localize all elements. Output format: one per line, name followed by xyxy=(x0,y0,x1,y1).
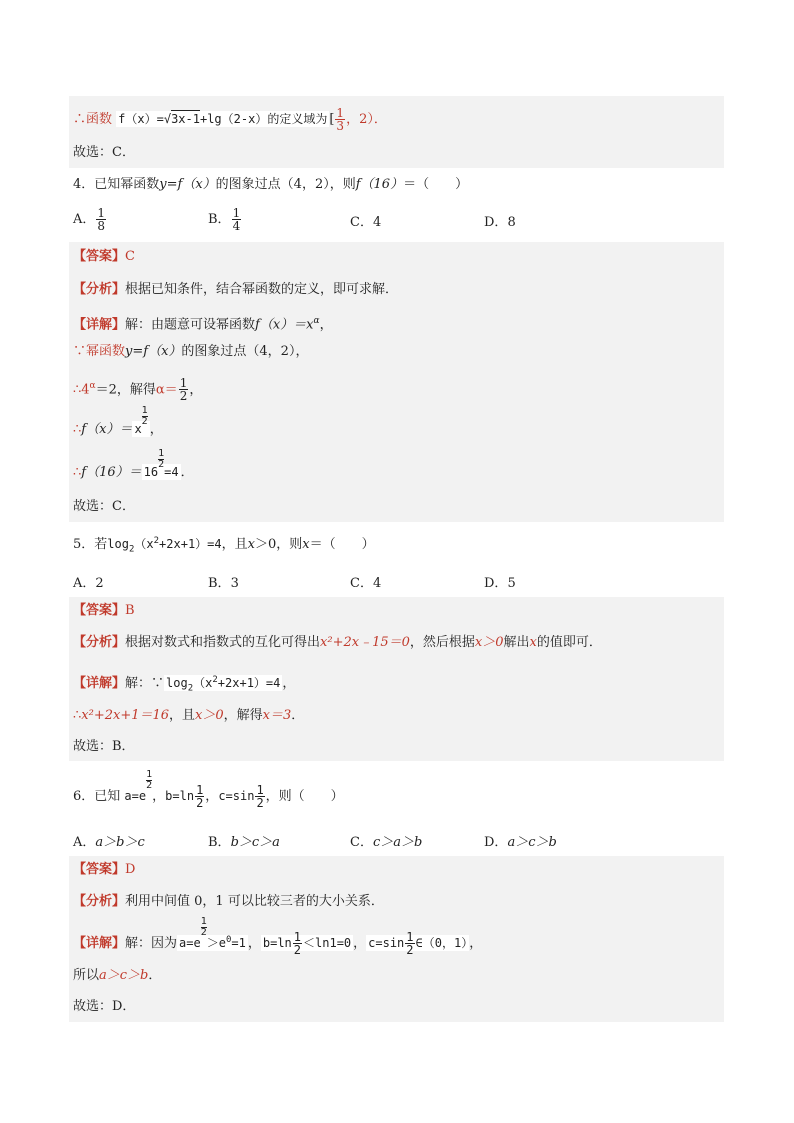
q4-choose: 故选：C． xyxy=(73,499,135,514)
q6-b-compare: b=ln $\frac{1}{2}$ ＜ln1=0 xyxy=(262,930,352,957)
x-power-half: x $\frac{1}{2}$ xyxy=(134,405,148,436)
q4-option-d: D．8 xyxy=(484,215,516,230)
fraction-one-third: $\frac{1}{3}$ xyxy=(336,106,345,133)
q4-analysis: 【分析】根据已知条件，结合幂函数的定义，即可求解． xyxy=(73,282,399,297)
q4-option-b: B． $\frac{1}{4}$ xyxy=(208,206,241,233)
q5-detail-2: ∴x²+2x+1＝16，且x＞0，解得x＝3． xyxy=(73,708,305,723)
q4-detail-2: ∵幂函数y=f（x）的图象过点（4，2）， xyxy=(73,344,309,359)
q4-detail-4: ∴f（x）＝ x $\frac{1}{2}$ ， xyxy=(73,405,163,437)
q5-option-a: A．2 xyxy=(73,576,104,591)
q4-detail-3: $\therefore 4^\alpha=2$，解得α＝ $\frac{1}{2}$ ， xyxy=(73,376,203,404)
q6-stem: 6．已知 a=e $\frac{1}{2}$ ，b=ln $\frac{1}{2}$ ，c=sin $\frac{1}{2}$ ，则（ ） xyxy=(73,769,344,810)
q5-option-c: C．4 xyxy=(350,576,382,591)
q4-option-c: C．4 xyxy=(350,215,382,230)
q5-stem: 5．若$\log_2(x^2+2x+1)=4$，且x＞0，则x＝（ ） xyxy=(73,536,375,555)
q4-option-a: A． $\frac{1}{8}$ xyxy=(73,206,106,233)
q6-answer: 【答案】D xyxy=(73,862,136,877)
q6-option-a: A．a＞b＞c xyxy=(73,835,145,850)
q5-detail-1: 【详解】解：∵ $\log_2(x^2+2x+1)=4$ ， xyxy=(73,675,296,694)
q6-choose: 故选：D． xyxy=(73,999,136,1014)
q4-stem: 4．已知幂函数y=f（x）的图象过点（4，2），则f（16）＝（ ） xyxy=(73,177,469,192)
q5-choose: 故选：B． xyxy=(73,739,135,754)
prev-solution-choose: 故选：C． xyxy=(73,145,135,160)
q6-c-compare: c=sin $\frac{1}{2}$ ∈（0，1） xyxy=(368,930,468,957)
log-equation: $\log_2(x^2+2x+1)=4$ xyxy=(166,675,281,694)
q5-analysis: 【分析】根据对数式和指数式的互化可得出x²+2x﹣15＝0，然后根据x＞0解出x的值即可． xyxy=(73,635,602,650)
q6-a-expr: a=e $\frac{1}{2}$ xyxy=(124,769,153,803)
q6-detail-2: 所以a＞c＞b． xyxy=(73,968,162,983)
q5-answer: 【答案】B xyxy=(73,603,135,618)
q6-c-expr: c=sin $\frac{1}{2}$ xyxy=(218,783,264,810)
q5-option-d: D．5 xyxy=(484,576,516,591)
q4-detail-1: 【详解】解：由题意可设幂函数$f(x)=x^\alpha$， xyxy=(73,316,333,333)
q4-detail-5: ∴f（16）＝ 16 $\frac{1}{2}$ =4 ． xyxy=(73,448,194,480)
q6-b-expr: b=ln $\frac{1}{2}$ xyxy=(165,783,204,810)
q6-option-d: D．a＞c＞b xyxy=(484,835,557,850)
q6-analysis: 【分析】利用中间值 0，1 可以比较三者的大小关系． xyxy=(73,894,384,909)
q6-option-c: C．c＞a＞b xyxy=(350,835,423,850)
q4-answer: 【答案】C xyxy=(73,249,135,264)
q6-option-b: B．b＞c＞a xyxy=(208,835,280,850)
sixteen-power-half: 16 $\frac{1}{2}$ =4 xyxy=(143,448,179,479)
q6-a-compare: a=e $\frac{1}{2}$ $>e^0=1$ xyxy=(179,916,246,950)
prev-solution-domain-line: ∴函数 f（x）=√3x-1+lg（2-x）的定义域为 [ $\frac{1}{3}$ ，2）． xyxy=(73,106,387,133)
q6-detail-1: 【详解】解：因为 a=e $\frac{1}{2}$ $>e^0=1$ ， b=ln $\frac{1}{2}$ ＜ln1=0 ， c=sin $\frac{1}{2}$ ∈（0，1） ， xyxy=(73,916,483,957)
domain-formula: f（x）=√3x-1+lg（2-x）的定义域为 xyxy=(118,112,328,126)
q5-option-b: B．3 xyxy=(208,576,239,591)
